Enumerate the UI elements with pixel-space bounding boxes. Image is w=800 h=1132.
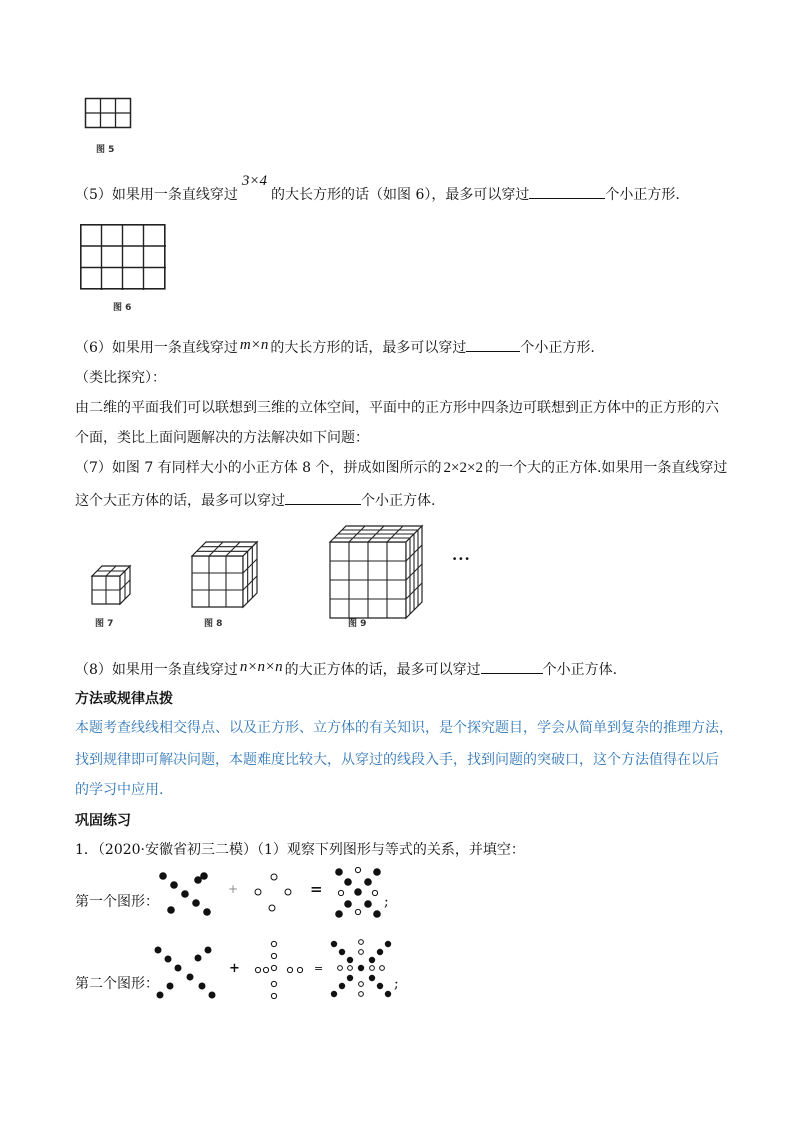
white-circle	[255, 967, 260, 972]
q8-suffix: 的大正方体的话，最多可以穿过	[284, 662, 481, 678]
q8-prefix: （8）如果用一条直线穿过	[75, 662, 238, 678]
pattern-2-x-dots	[150, 944, 218, 1002]
black-dot	[181, 890, 189, 898]
method-line-1: 本题考查线线相交得点、以及正方形、立方体的有关知识，是个探究题目，学会从简单到复杂的推理方法，	[75, 720, 733, 736]
white-circle	[359, 982, 364, 987]
white-circle	[285, 889, 291, 895]
q7-tail: 个小正方体.	[361, 493, 436, 509]
figure-9-cube	[330, 526, 412, 608]
figure-9-caption: 图 9	[348, 619, 367, 629]
q6-tail: 个小正方形.	[520, 340, 595, 356]
black-dot	[347, 957, 353, 963]
black-dot	[385, 941, 391, 947]
figure-6-grid	[80, 224, 166, 290]
q7-line2-prefix: 这个大正方体的话，最多可以穿过	[75, 493, 285, 509]
q5-tail: 个小正方形.	[605, 187, 680, 203]
black-dot	[344, 878, 352, 886]
black-dot	[167, 906, 175, 914]
white-circle	[269, 905, 275, 911]
black-dot	[335, 868, 343, 876]
black-dot	[331, 941, 337, 947]
practice-question-1: 1．（2020·安徽省初三二模）（1）观察下列图形与等式的关系，并填空：	[75, 842, 525, 858]
q6-suffix: 的大长方形的话，最多可以穿过	[270, 340, 467, 356]
q8-tail: 个小正方体.	[542, 662, 618, 678]
q8-math: n×n×n	[239, 659, 283, 675]
white-circle	[263, 967, 268, 972]
figure-5-caption: 图 5	[96, 145, 115, 155]
q7-suffix: 的一个大的正方体.如果用一条直线穿过	[484, 460, 728, 476]
analogy-title: （类比探究）：	[75, 370, 166, 386]
white-circle	[355, 867, 360, 872]
figure-7-caption: 图 7	[95, 619, 114, 629]
white-circle	[370, 966, 375, 971]
q8-answer-blank[interactable]	[481, 659, 543, 674]
question-7-line-1	[75, 458, 727, 478]
black-dot	[175, 965, 182, 972]
figure-5-grid	[85, 98, 131, 128]
method-line-2: 找到规律即可解决问题，本题难度比较大，从穿过的线段入手，找到问题的突破口，这个方法值得在以后	[75, 752, 719, 768]
pattern-1-x-dots	[158, 872, 208, 918]
white-circle	[355, 909, 360, 914]
black-dot	[369, 957, 375, 963]
white-circle	[338, 890, 343, 895]
black-dot	[155, 947, 162, 954]
white-circle	[271, 953, 276, 958]
question-6	[75, 337, 595, 358]
black-dot	[199, 983, 206, 990]
white-circle	[271, 993, 276, 998]
white-circle	[359, 950, 364, 955]
q5-answer-blank[interactable]	[529, 184, 605, 199]
black-dot	[339, 949, 345, 955]
ellipsis: ···	[452, 550, 471, 568]
q5-math: 3×4	[241, 173, 268, 189]
black-dot	[157, 992, 164, 999]
q6-math: m×n	[239, 337, 269, 353]
black-dot	[347, 975, 353, 981]
q6-prefix: （6）如果用一条直线穿过	[75, 340, 238, 356]
white-circle	[287, 967, 292, 972]
black-dot	[209, 992, 216, 999]
figure-8-cube	[192, 542, 262, 606]
white-circle	[255, 889, 261, 895]
black-dot	[165, 956, 172, 963]
black-dot	[187, 974, 194, 981]
white-circle	[271, 981, 276, 986]
black-dot	[377, 983, 383, 989]
black-dot	[344, 900, 352, 908]
black-dot	[369, 975, 375, 981]
black-dot	[373, 868, 381, 876]
black-dot	[364, 878, 372, 886]
figure-6-caption: 图 6	[113, 303, 132, 313]
black-dot	[364, 900, 372, 908]
pattern-1-equals: =	[310, 880, 323, 898]
black-dot	[354, 888, 362, 896]
q7-prefix: （7）如图 7 有同样大小的小正方体 8 个，拼成如图所示的	[75, 460, 442, 476]
pattern-1-end: ;	[384, 894, 389, 910]
white-circle	[271, 874, 277, 880]
black-dot	[335, 910, 343, 918]
white-circle	[271, 965, 276, 970]
q6-answer-blank[interactable]	[466, 337, 520, 352]
figure-7-cube	[92, 566, 132, 606]
white-circle	[297, 967, 302, 972]
analogy-para-1: 由二维的平面我们可以联想到三维的立体空间，平面中的正方形中四条边可联想到正方体中的正方形的六	[75, 400, 719, 416]
question-5	[75, 173, 680, 205]
pattern-2-label: 第二个图形：	[75, 976, 159, 992]
question-7-line-2	[75, 490, 435, 511]
white-circle	[271, 941, 276, 946]
q5-suffix: 的大长方形的话（如图 6），最多可以穿过	[271, 187, 530, 203]
pattern-2-end: ;	[394, 976, 399, 992]
black-dot	[159, 872, 167, 880]
analogy-para-2: 个面，类比上面问题解决的方法解决如下问题：	[75, 430, 369, 446]
white-circle	[380, 966, 385, 971]
black-dot	[192, 899, 200, 907]
pattern-2-circles	[252, 940, 312, 1004]
black-dot	[385, 991, 391, 997]
black-dot	[170, 881, 178, 889]
black-dot	[167, 983, 174, 990]
pattern-2-equals: =	[314, 962, 324, 975]
white-circle	[372, 890, 377, 895]
q5-prefix: （5）如果用一条直线穿过	[75, 187, 238, 203]
q7-math: 2×2×2	[443, 460, 483, 476]
pattern-1-plus: +	[228, 882, 239, 896]
method-heading: 方法或规律点拨	[75, 691, 173, 707]
black-dot	[205, 947, 212, 954]
method-line-3: 的学习中应用.	[75, 782, 164, 798]
black-dot	[203, 908, 211, 916]
white-circle	[348, 966, 353, 971]
pattern-1-label: 第一个图形：	[75, 894, 159, 910]
black-dot	[200, 872, 208, 880]
black-dot	[373, 910, 381, 918]
black-dot	[339, 983, 345, 989]
black-dot	[331, 991, 337, 997]
white-circle	[338, 966, 343, 971]
pattern-2-result	[328, 938, 394, 1000]
cube-front-face	[192, 556, 243, 607]
white-circle	[359, 940, 364, 945]
pattern-1-circles	[252, 872, 296, 916]
black-dot	[195, 955, 202, 962]
q7-answer-blank[interactable]	[285, 490, 361, 505]
white-circle	[359, 992, 364, 997]
practice-heading: 巩固练习	[75, 813, 131, 829]
pattern-2-plus: +	[229, 961, 240, 976]
black-dot	[377, 949, 383, 955]
question-8	[75, 659, 617, 680]
figure-8-caption: 图 8	[204, 619, 223, 629]
pattern-1-result	[333, 864, 383, 918]
black-dot	[358, 965, 364, 971]
